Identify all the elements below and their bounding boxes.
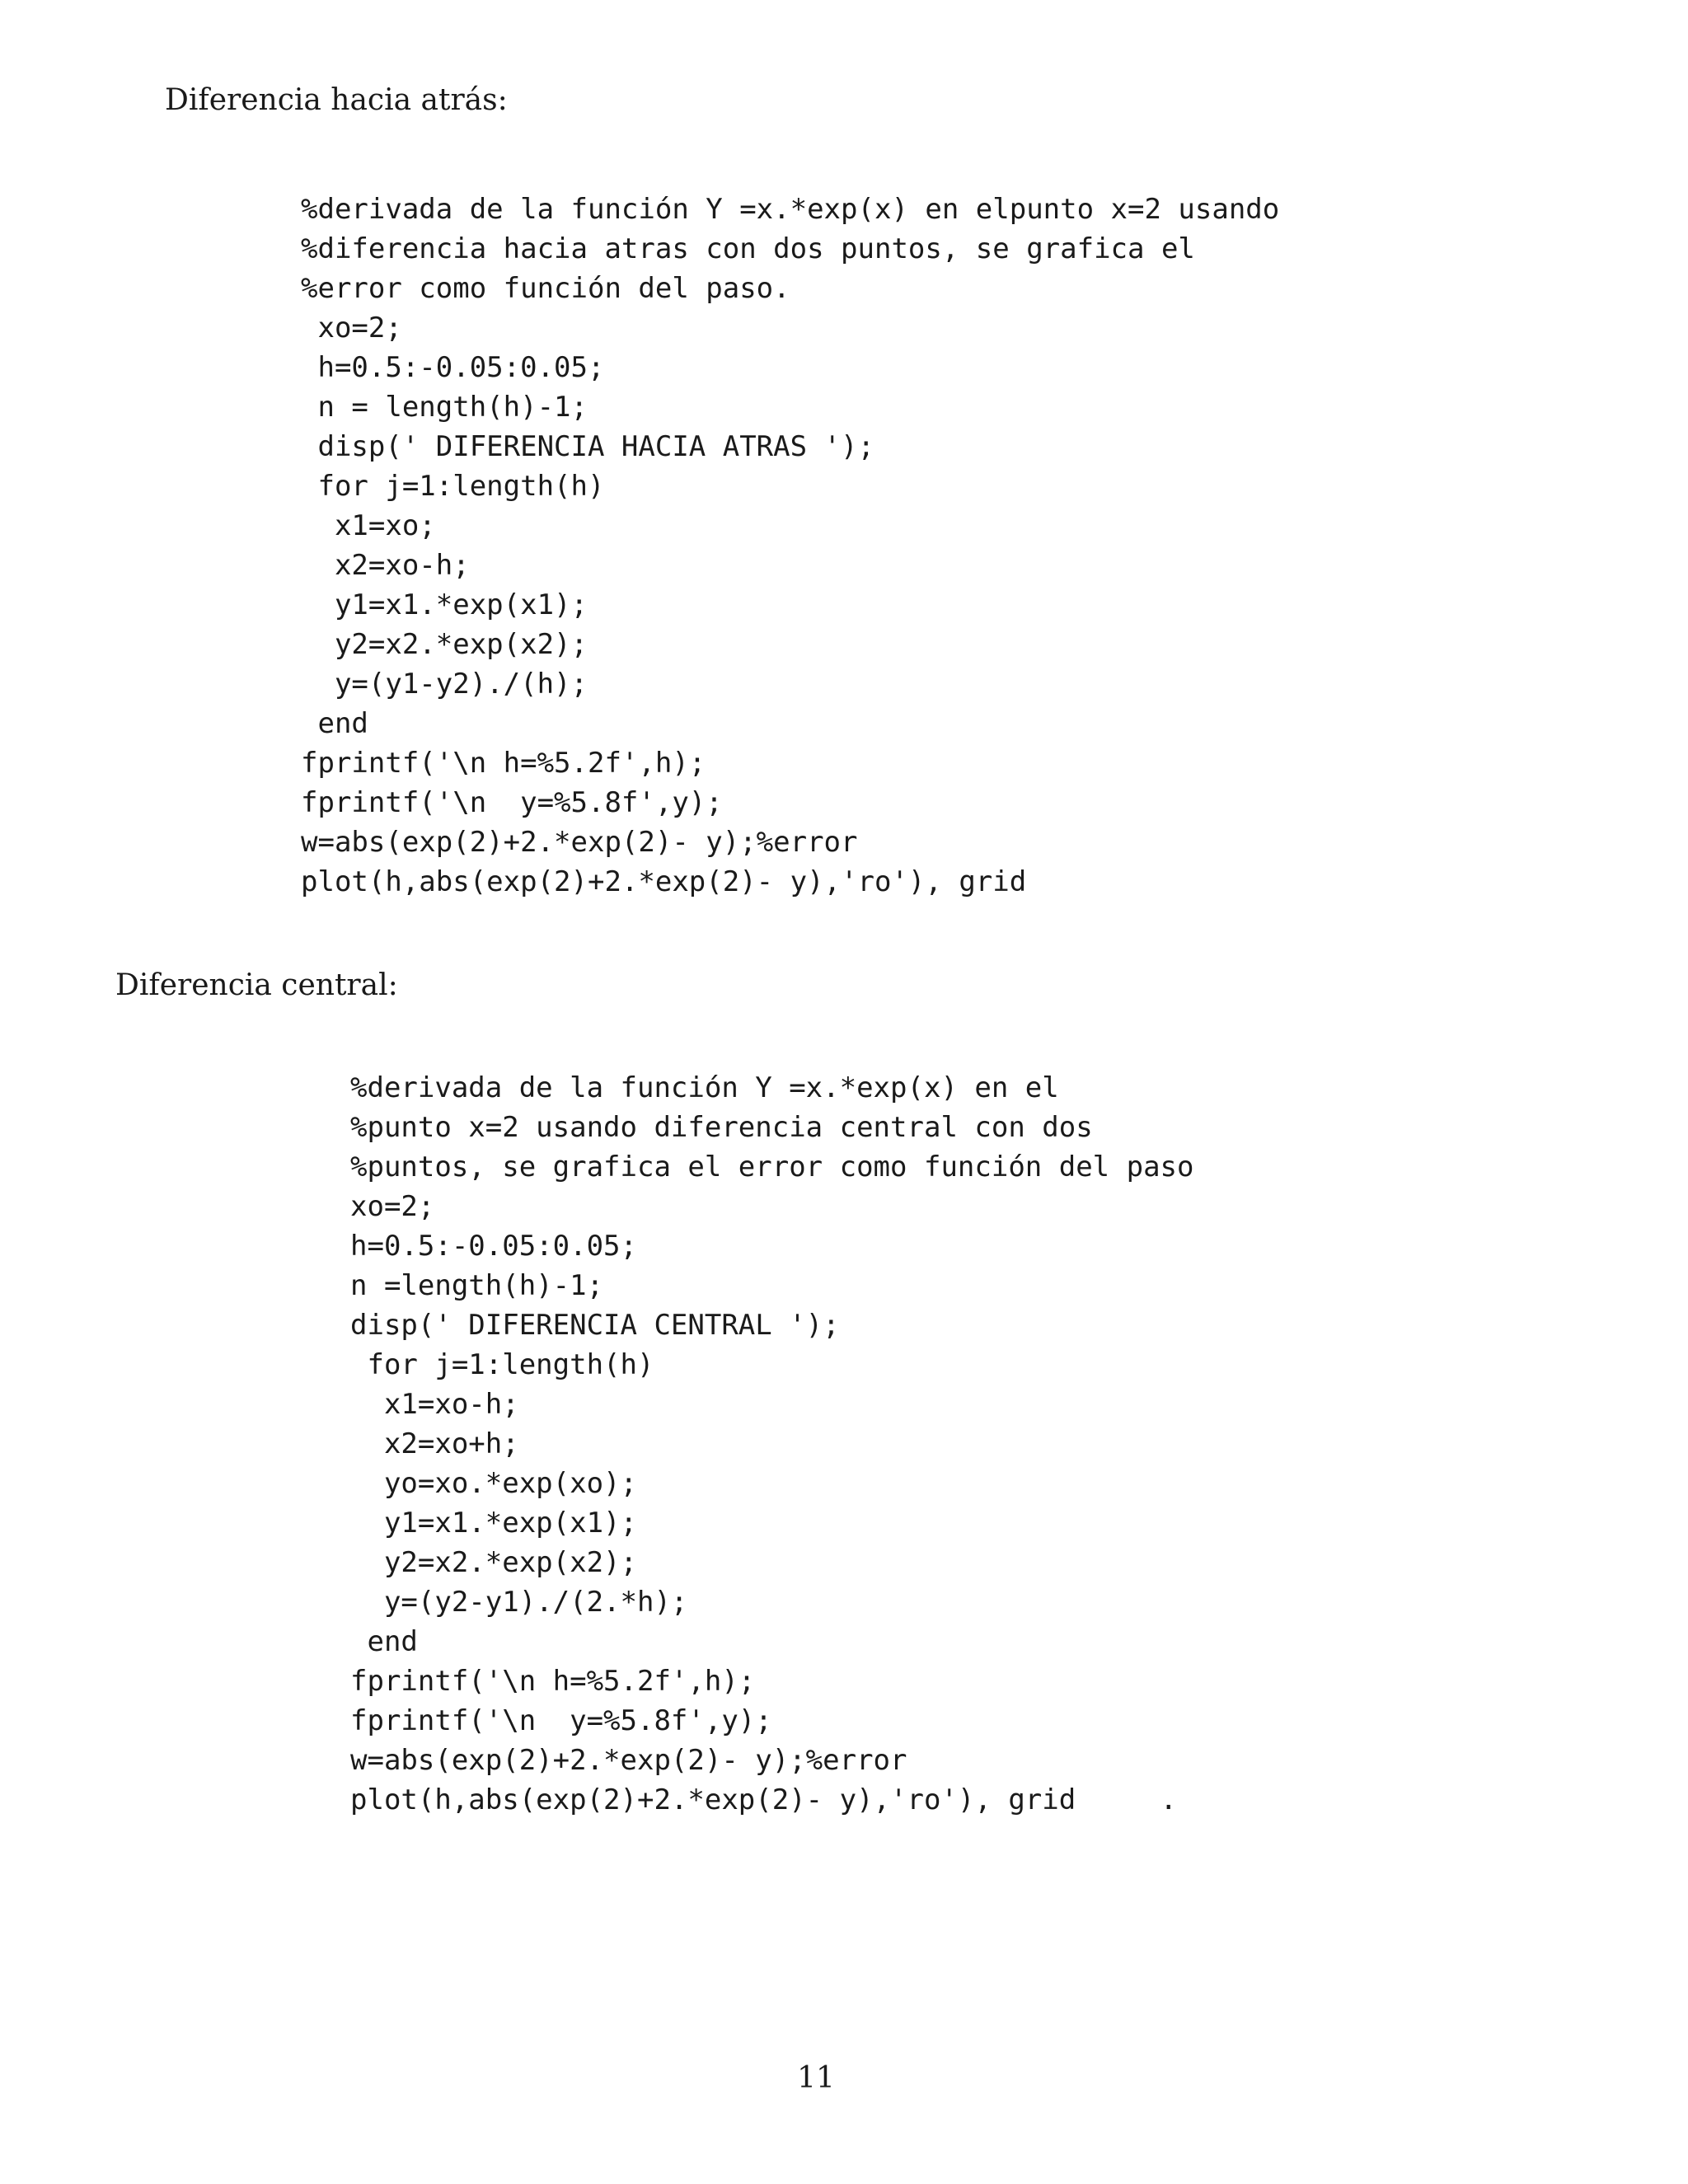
code-line: disp(' DIFERENCIA HACIA ATRAS '); bbox=[301, 430, 874, 463]
code-line: %punto x=2 usando diferencia central con dos bbox=[350, 1111, 1093, 1144]
code-line: %derivada de la función Y =x.*exp(x) en elpunto x=2 usando bbox=[301, 193, 1280, 226]
section-heading-central: Diferencia central: bbox=[115, 968, 398, 1002]
code-line: y1=x1.*exp(x1); bbox=[350, 1507, 637, 1540]
code-line: %error como función del paso. bbox=[301, 272, 790, 305]
code-line: xo=2; bbox=[301, 312, 402, 344]
code-line: h=0.5:-0.05:0.05; bbox=[350, 1230, 637, 1263]
section-heading-backward: Diferencia hacia atrás: bbox=[165, 83, 508, 117]
code-line: for j=1:length(h) bbox=[301, 470, 605, 503]
code-line: end bbox=[350, 1625, 418, 1658]
code-line: x1=xo; bbox=[301, 509, 436, 542]
code-block-central bbox=[350, 1068, 1194, 1820]
page-number: 11 bbox=[797, 2061, 835, 2095]
code-line: plot(h,abs(exp(2)+2.*exp(2)- y),'ro'), grid bbox=[301, 865, 1027, 898]
code-line: y2=x2.*exp(x2); bbox=[301, 628, 588, 661]
code-line: fprintf('\n h=%5.2f',h); bbox=[350, 1665, 756, 1698]
code-line: fprintf('\n y=%5.8f',y); bbox=[350, 1704, 772, 1737]
code-line: %diferencia hacia atras con dos puntos, se grafica el bbox=[301, 232, 1195, 265]
code-line: x1=xo-h; bbox=[350, 1388, 519, 1421]
code-line: %puntos, se grafica el error como función del paso bbox=[350, 1151, 1194, 1183]
code-line: yo=xo.*exp(xo); bbox=[350, 1467, 637, 1500]
code-line: x2=xo-h; bbox=[301, 549, 470, 582]
code-line: y=(y1-y2)./(h); bbox=[301, 668, 588, 701]
code-line: disp(' DIFERENCIA CENTRAL '); bbox=[350, 1309, 840, 1342]
code-line: for j=1:length(h) bbox=[350, 1348, 654, 1381]
code-line: xo=2; bbox=[350, 1190, 435, 1223]
code-line: y=(y2-y1)./(2.*h); bbox=[350, 1586, 688, 1619]
code-line: x2=xo+h; bbox=[350, 1427, 519, 1460]
code-line: %derivada de la función Y =x.*exp(x) en el bbox=[350, 1071, 1059, 1104]
code-line: end bbox=[301, 707, 368, 740]
code-line: w=abs(exp(2)+2.*exp(2)- y);%error bbox=[301, 826, 858, 859]
code-line: h=0.5:-0.05:0.05; bbox=[301, 351, 605, 384]
code-line: fprintf('\n y=%5.8f',y); bbox=[301, 786, 723, 819]
code-line: plot(h,abs(exp(2)+2.*exp(2)- y),'ro'), grid . bbox=[350, 1783, 1178, 1816]
code-block-backward bbox=[301, 190, 1279, 902]
code-line: n = length(h)-1; bbox=[301, 391, 588, 424]
code-line: y1=x1.*exp(x1); bbox=[301, 588, 588, 621]
code-line: n =length(h)-1; bbox=[350, 1269, 604, 1302]
code-line: w=abs(exp(2)+2.*exp(2)- y);%error bbox=[350, 1744, 907, 1777]
code-line: y2=x2.*exp(x2); bbox=[350, 1546, 637, 1579]
code-line: fprintf('\n h=%5.2f',h); bbox=[301, 747, 706, 780]
